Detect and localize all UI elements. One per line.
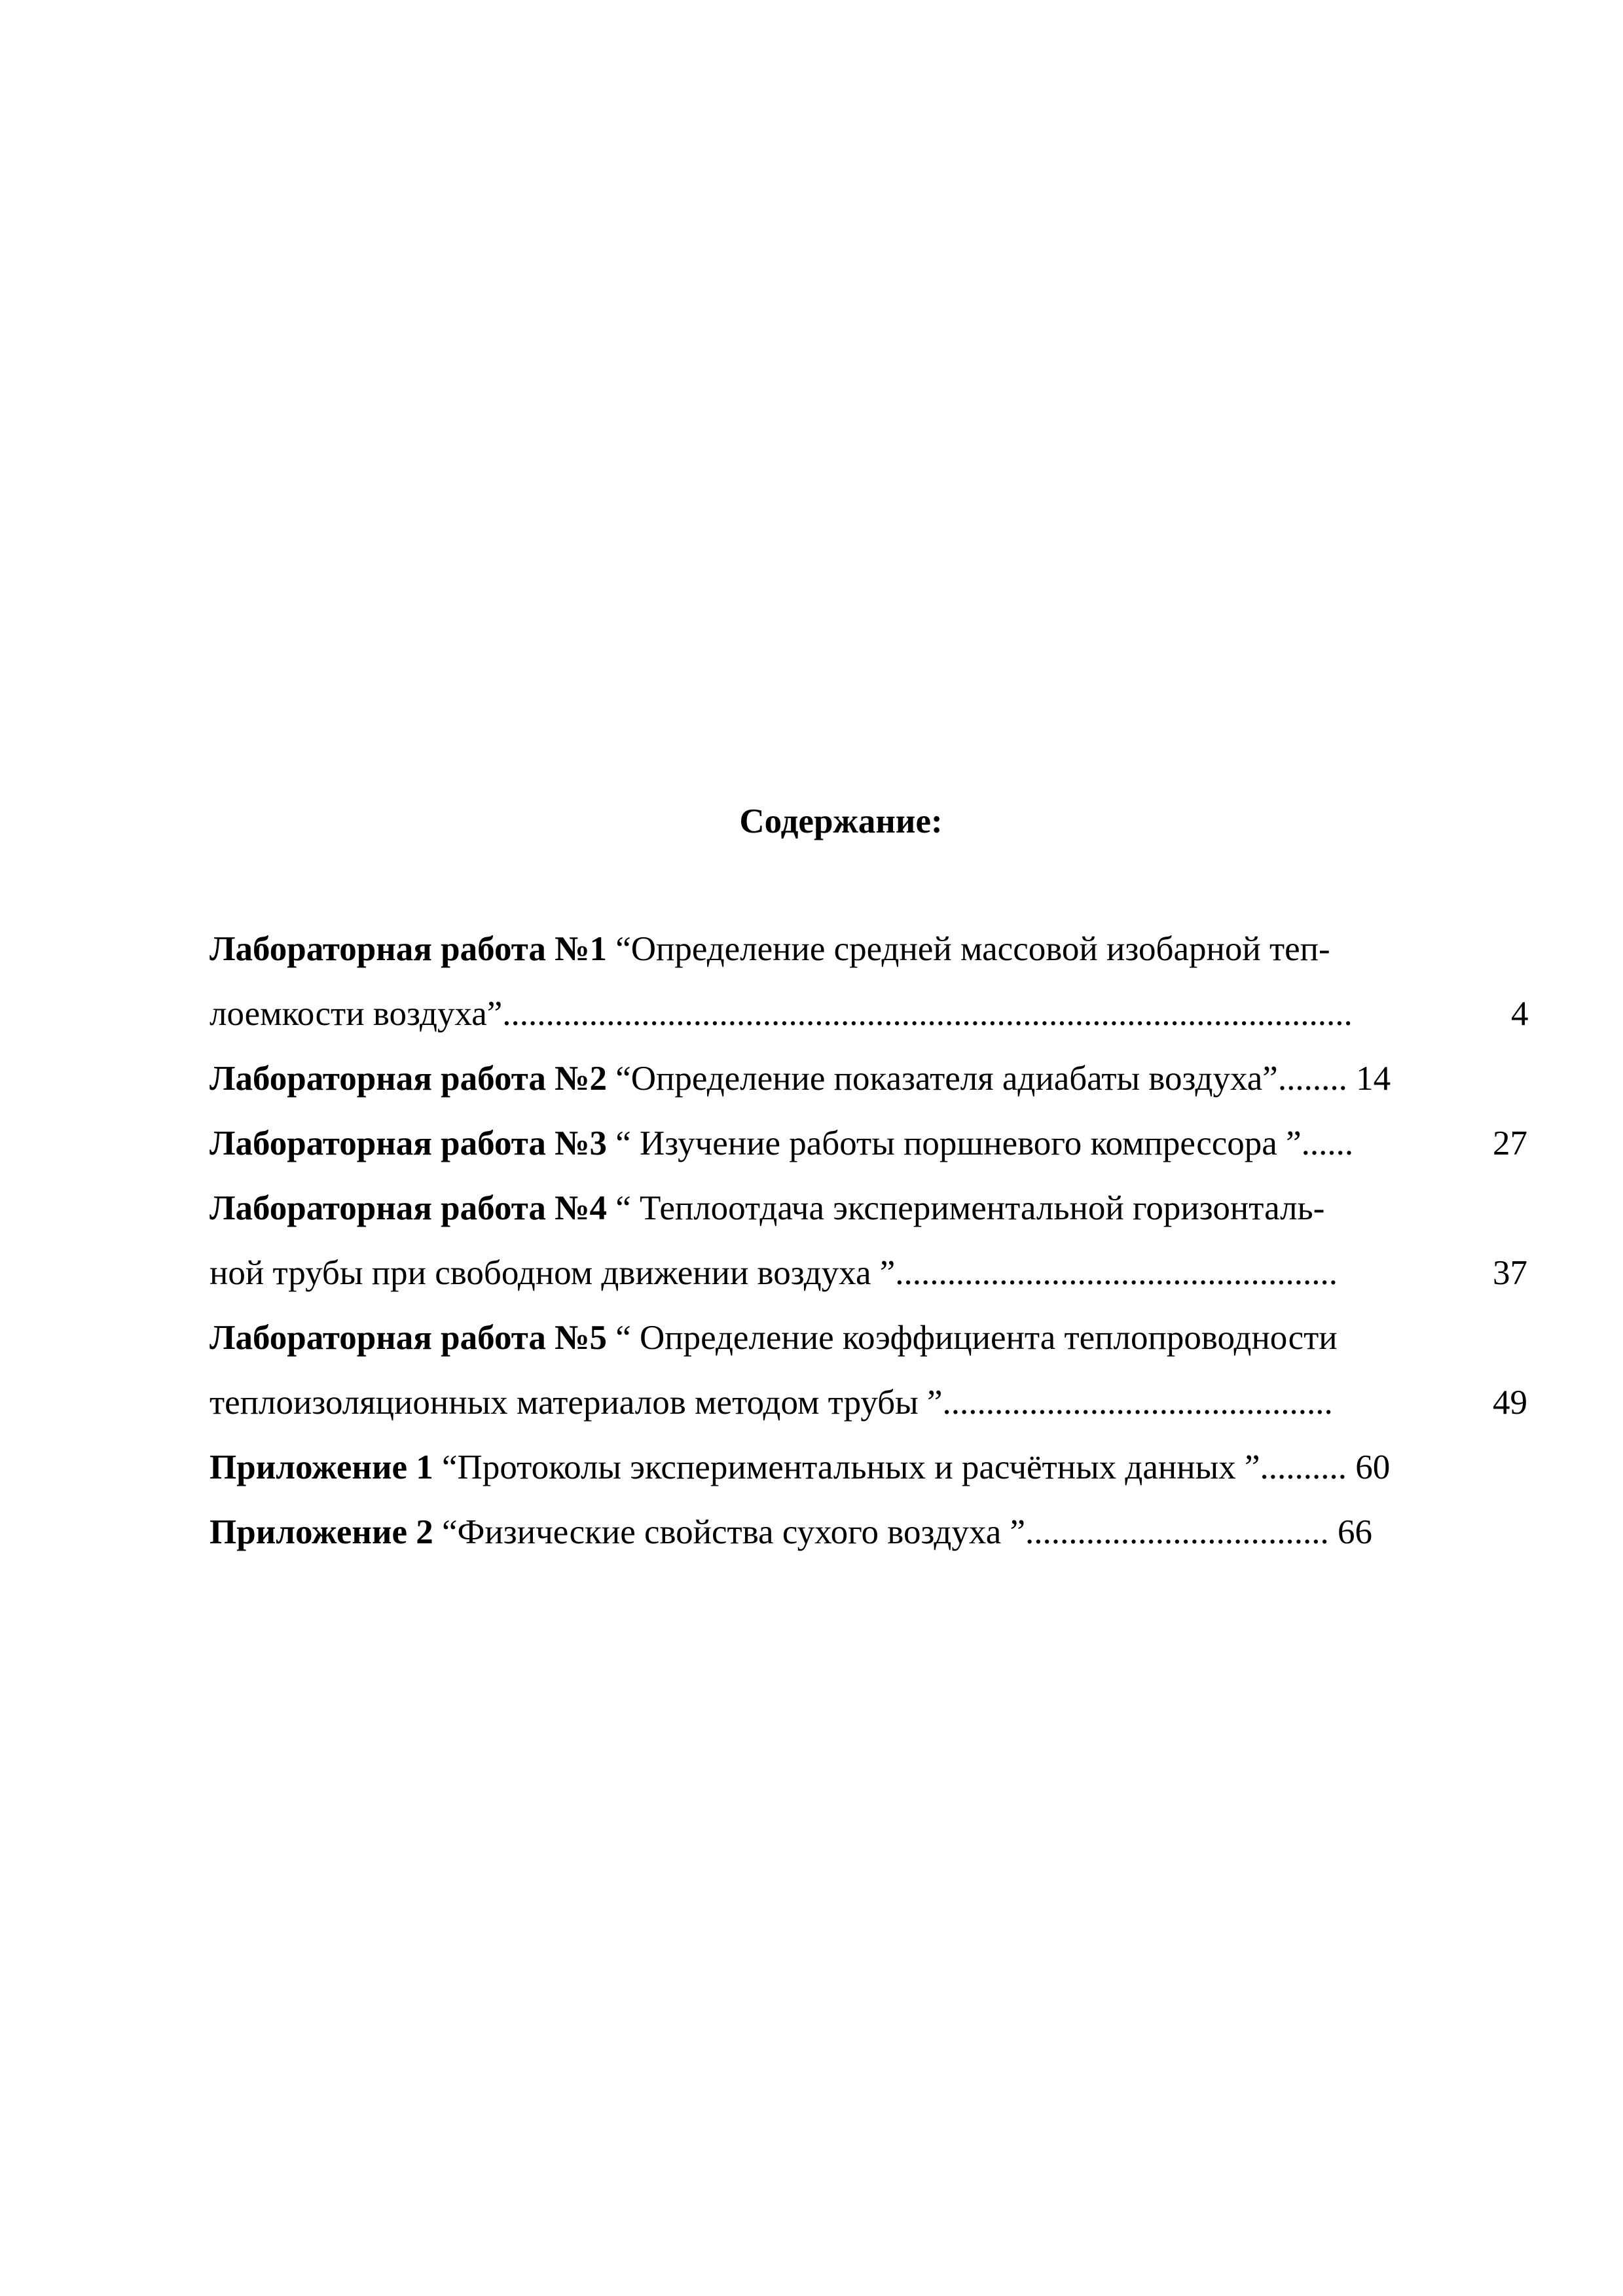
toc-entry-2-page: 14 bbox=[1356, 1060, 1391, 1098]
toc-entry-4-label: Лабораторная работа №4 bbox=[210, 1189, 607, 1227]
toc-entry-4-title-cont: ной трубы при свободном движении воздуха ” bbox=[210, 1254, 896, 1292]
toc-appendix-1-leader: .......... bbox=[1260, 1448, 1347, 1486]
toc-entry-5-title: “ Определение коэффициента теплопроводности bbox=[615, 1319, 1338, 1357]
toc-title: Содержание: bbox=[739, 802, 943, 840]
toc-entry-3-label: Лабораторная работа №3 bbox=[210, 1124, 607, 1162]
toc-entry-1-label: Лабораторная работа №1 bbox=[210, 930, 607, 968]
toc-entry-3-leader: ...... bbox=[1301, 1124, 1354, 1162]
toc-entry-4-leader: ................................................... bbox=[895, 1254, 1338, 1292]
toc-entry-5-line-1 bbox=[210, 1318, 1338, 1357]
toc-entry-4-line-2 bbox=[210, 1253, 1338, 1293]
toc-entry-1-title-cont: лоемкости воздуха” bbox=[210, 995, 503, 1033]
toc-entry-1-leader: .................................................................................................. bbox=[502, 995, 1353, 1033]
toc-entry-4-line-1 bbox=[210, 1189, 1324, 1228]
toc-entry-5-leader: ............................................. bbox=[942, 1384, 1333, 1422]
toc-appendix-2-page: 66 bbox=[1338, 1513, 1373, 1551]
toc-appendix-1-line bbox=[210, 1448, 1390, 1487]
toc-entry-5-page: 49 bbox=[1493, 1384, 1527, 1422]
toc-appendix-1-label: Приложение 1 bbox=[210, 1448, 433, 1486]
toc-entry-2-title: “Определение показателя адиабаты воздуха” bbox=[615, 1060, 1278, 1098]
toc-appendix-2-label: Приложение 2 bbox=[210, 1513, 433, 1551]
toc-entry-2-line-1 bbox=[210, 1059, 1391, 1098]
toc-entry-1-title: “Определение средней массовой изобарной теп- bbox=[615, 930, 1330, 968]
toc-entry-4-page: 37 bbox=[1493, 1254, 1527, 1292]
toc-entry-3-title: “ Изучение работы поршневого компрессора ” bbox=[615, 1124, 1302, 1162]
toc-appendix-2-line bbox=[210, 1513, 1372, 1552]
toc-entry-5-title-cont: теплоизоляционных материалов методом трубы ” bbox=[210, 1384, 943, 1422]
toc-appendix-1-title: “Протоколы экспериментальных и расчётных данных ” bbox=[442, 1448, 1260, 1486]
toc-entry-2-label: Лабораторная работа №2 bbox=[210, 1060, 607, 1098]
toc-appendix-2-title: “Физические свойства сухого воздуха ” bbox=[442, 1513, 1026, 1551]
toc-entry-3-page: 27 bbox=[1493, 1124, 1527, 1162]
toc-entry-1-line-2 bbox=[210, 994, 1353, 1033]
toc-entry-5-line-2 bbox=[210, 1383, 1333, 1422]
toc-entry-3-line-1 bbox=[210, 1124, 1353, 1163]
toc-entry-2-leader: ........ bbox=[1277, 1060, 1347, 1098]
toc-appendix-1-page: 60 bbox=[1355, 1448, 1391, 1486]
toc-entry-4-title: “ Теплоотдача экспериментальной горизонталь- bbox=[615, 1189, 1325, 1227]
toc-entry-5-label: Лабораторная работа №5 bbox=[210, 1319, 607, 1357]
toc-entry-1-line-1 bbox=[210, 929, 1330, 969]
toc-entry-1-page: 4 bbox=[1511, 995, 1529, 1033]
toc-appendix-2-leader: ................................... bbox=[1025, 1513, 1329, 1551]
